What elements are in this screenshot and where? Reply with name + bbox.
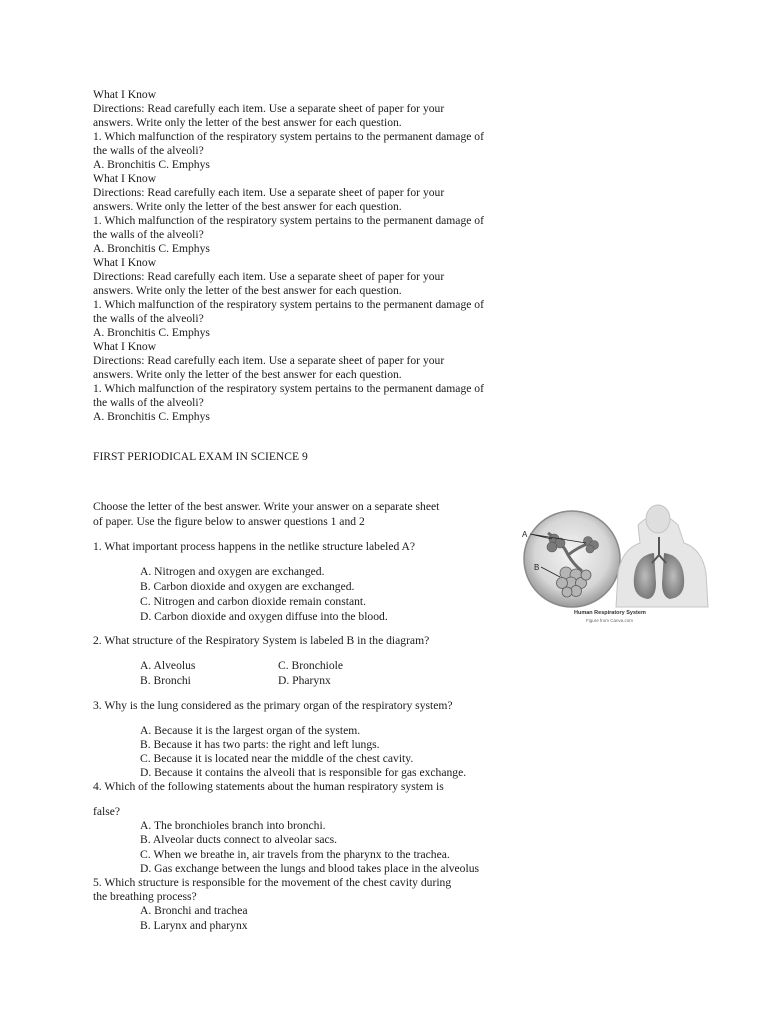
q2-option: C. Bronchiole (278, 659, 344, 672)
question-line: 1. Which malfunction of the respiratory system pertains to the permanent damage of (93, 214, 484, 227)
instructions-line: Choose the letter of the best answer. Write your answer on a separate sheet (93, 500, 440, 513)
q3-option: B. Because it has two parts: the right and left lungs. (140, 738, 380, 751)
directions-line: Directions: Read carefully each item. Use a separate sheet of paper for your (93, 270, 445, 283)
question-4: 4. Which of the following statements about the human respiratory system is (93, 780, 444, 793)
question-line: 1. Which malfunction of the respiratory system pertains to the permanent damage of (93, 298, 484, 311)
q4-option: D. Gas exchange between the lungs and blood takes place in the alveolus (140, 862, 480, 875)
figure-label-a: A (522, 530, 528, 539)
question-line: the walls of the alveoli? (93, 144, 204, 157)
respiratory-system-figure (508, 503, 728, 625)
choices-line: A. Bronchitis C. Emphys (93, 326, 210, 339)
directions-line: answers. Write only the letter of the best answer for each question. (93, 116, 402, 129)
q4-option: A. The bronchioles branch into bronchi. (140, 819, 326, 832)
q5-option: B. Larynx and pharynx (140, 919, 248, 932)
block-heading: What I Know (93, 340, 157, 353)
block-heading: What I Know (93, 172, 157, 185)
q2-option: D. Pharynx (278, 674, 331, 687)
question-line: the walls of the alveoli? (93, 312, 204, 325)
q3-option: C. Because it is located near the middle of the chest cavity. (140, 752, 414, 765)
question-line: 1. Which malfunction of the respiratory system pertains to the permanent damage of (93, 130, 484, 143)
question-1: 1. What important process happens in the netlike structure labeled A? (93, 540, 416, 553)
question-line: the walls of the alveoli? (93, 228, 204, 241)
question-2: 2. What structure of the Respiratory System is labeled B in the diagram? (93, 634, 430, 647)
q4-option: C. When we breathe in, air travels from the pharynx to the trachea. (140, 848, 450, 861)
directions-line: Directions: Read carefully each item. Use a separate sheet of paper for your (93, 102, 445, 115)
q2-option: B. Bronchi (140, 674, 191, 687)
q3-option: D. Because it contains the alveoli that is responsible for gas exchange. (140, 766, 467, 779)
q1-option: C. Nitrogen and carbon dioxide remain constant. (140, 595, 367, 608)
question-5-cont: the breathing process? (93, 890, 197, 903)
directions-line: answers. Write only the letter of the best answer for each question. (93, 200, 402, 213)
directions-line: Directions: Read carefully each item. Use a separate sheet of paper for your (93, 354, 445, 367)
q3-option: A. Because it is the largest organ of the system. (140, 724, 361, 737)
respiratory-diagram (508, 503, 728, 625)
directions-line: answers. Write only the letter of the best answer for each question. (93, 368, 402, 381)
choices-line: A. Bronchitis C. Emphys (93, 158, 210, 171)
directions-line: answers. Write only the letter of the best answer for each question. (93, 284, 402, 297)
choices-line: A. Bronchitis C. Emphys (93, 410, 210, 423)
instructions-line: of paper. Use the figure below to answer questions 1 and 2 (93, 515, 365, 528)
directions-line: Directions: Read carefully each item. Use a separate sheet of paper for your (93, 186, 445, 199)
figure-caption: Human Respiratory System (574, 610, 646, 616)
q2-option: A. Alveolus (140, 659, 196, 672)
question-4-cont: false? (93, 805, 121, 818)
question-line: the walls of the alveoli? (93, 396, 204, 409)
q1-option: B. Carbon dioxide and oxygen are exchanged. (140, 580, 355, 593)
figure-label-b: B (534, 563, 540, 572)
q5-option: A. Bronchi and trachea (140, 904, 248, 917)
block-heading: What I Know (93, 256, 157, 269)
choices-line: A. Bronchitis C. Emphys (93, 242, 210, 255)
figure-credit: Figure from Canva.com (586, 618, 634, 623)
q1-option: A. Nitrogen and oxygen are exchanged. (140, 565, 325, 578)
block-heading: What I Know (93, 88, 157, 101)
q4-option: B. Alveolar ducts connect to alveolar sacs. (140, 833, 338, 846)
q1-option: D. Carbon dioxide and oxygen diffuse into the blood. (140, 610, 388, 623)
question-line: 1. Which malfunction of the respiratory system pertains to the permanent damage of (93, 382, 484, 395)
question-3: 3. Why is the lung considered as the primary organ of the respiratory system? (93, 699, 453, 712)
exam-title: FIRST PERIODICAL EXAM IN SCIENCE 9 (93, 450, 308, 463)
question-5: 5. Which structure is responsible for the movement of the chest cavity during (93, 876, 452, 889)
